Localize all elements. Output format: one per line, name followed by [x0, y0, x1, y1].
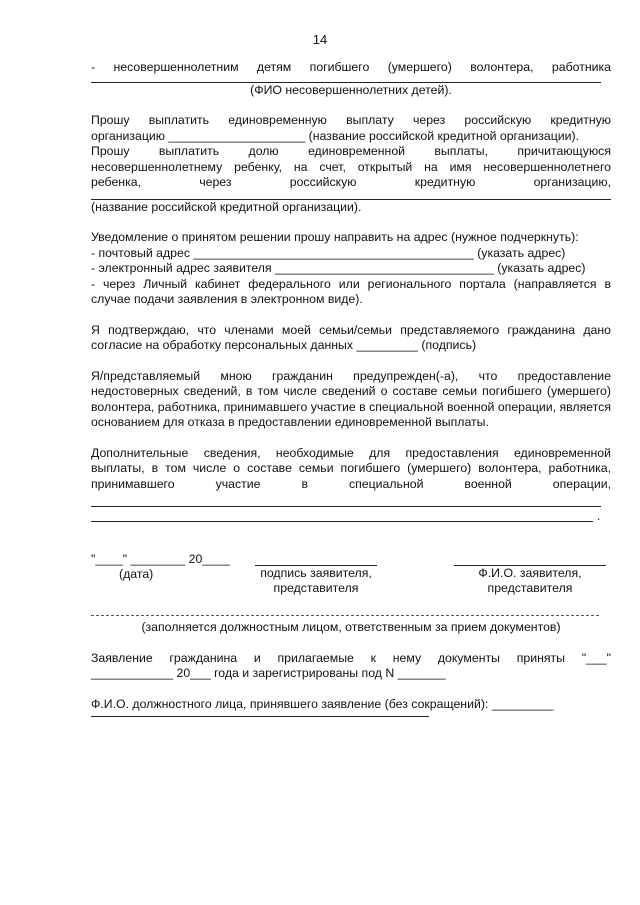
minors-fill-line: [91, 76, 601, 83]
accepted-line-2: ____________ 20___ года и зарегистрированы под N _______: [91, 666, 446, 680]
payment-line-1: Прошу выплатить единовременную выплату через российскую кредитную: [91, 113, 611, 127]
official-caption: (заполняется должностным лицом, ответственным за прием документов): [141, 620, 561, 634]
signature-field: [251, 552, 381, 596]
minors-caption: (ФИО несовершеннолетних детей).: [250, 82, 452, 97]
notice-title: Уведомление о принятом решении прошу направить на адрес (нужное подчеркнуть):: [91, 230, 579, 244]
notice-email: - электронный адрес заявителя ________________________________ (указать адрес): [91, 261, 586, 275]
additional-fill-line-1: [91, 492, 601, 507]
additional-fill-line-2: [91, 507, 593, 522]
payment-line-5: ребенка, через российскую кредитную организацию,: [91, 175, 611, 189]
notice-cabinet: - через Личный кабинет федерального или регионального портала (направляется в случае подачи заявления в электронном виде).: [91, 276, 611, 306]
name-line: [454, 552, 606, 566]
bank-fill-line: [91, 191, 611, 200]
accepted-line-1: Заявление гражданина и прилагаемые к нему документы приняты "___": [91, 650, 611, 665]
date-label: (дата): [119, 567, 154, 581]
signature-line: [255, 552, 377, 566]
date-line: "____" ________ 20____: [91, 552, 230, 566]
payment-line-2: организацию ____________________ (название российской кредитной организации).: [91, 128, 580, 143]
payment-line-4: несовершеннолетнему ребенку, на счет, открытый на имя несовершеннолетнего: [91, 159, 611, 174]
additional-line-2: выплаты, в том числе о составе семьи погибшего (умершего) волонтера, работника,: [91, 461, 611, 475]
name-label: Ф.И.О. заявителя, представителя: [478, 566, 582, 595]
additional-end-dot: .: [597, 509, 601, 523]
additional-line-3: принимавшего участие в специальной военной операции,: [91, 476, 611, 491]
signature-block: [91, 552, 611, 607]
payment-line-3: Прошу выплатить долю единовременной выплаты, причитающуюся: [91, 144, 611, 158]
date-field: [91, 552, 241, 582]
official-name-fill-line: [91, 712, 429, 717]
consent-text: Я подтверждаю, что членами моей семьи/семьи представляемого гражданина дано согласие на обработку персональных данных _________ (подпись): [91, 322, 611, 352]
page-number: 14: [312, 32, 328, 47]
official-name: Ф.И.О. должностного лица, принявшего заявление (без сокращений): _________: [91, 696, 554, 711]
minors-line: - несовершеннолетним детям погибшего (умершего) волонтера, работника: [91, 60, 611, 74]
name-field: [454, 552, 606, 596]
warning-text: Я/представляемый мною гражданин предупрежден(-а), что предоставление недостоверных сведений, в том числе сведений о составе семьи погибшего (умершего) волонтера, работника, принимавшего участие в специальной военной операции, является основанием для отказа в предоставлении единовременной выплаты.: [91, 368, 611, 429]
document-body: [91, 60, 611, 717]
additional-line-1: Дополнительные сведения, необходимые для предоставления единовременной: [91, 445, 611, 460]
bank-caption: (название российской кредитной организации).: [91, 199, 362, 214]
signature-label: подпись заявителя, представителя: [260, 566, 372, 595]
notice-postal: - почтовый адрес _________________________________________ (указать адрес): [91, 245, 566, 260]
